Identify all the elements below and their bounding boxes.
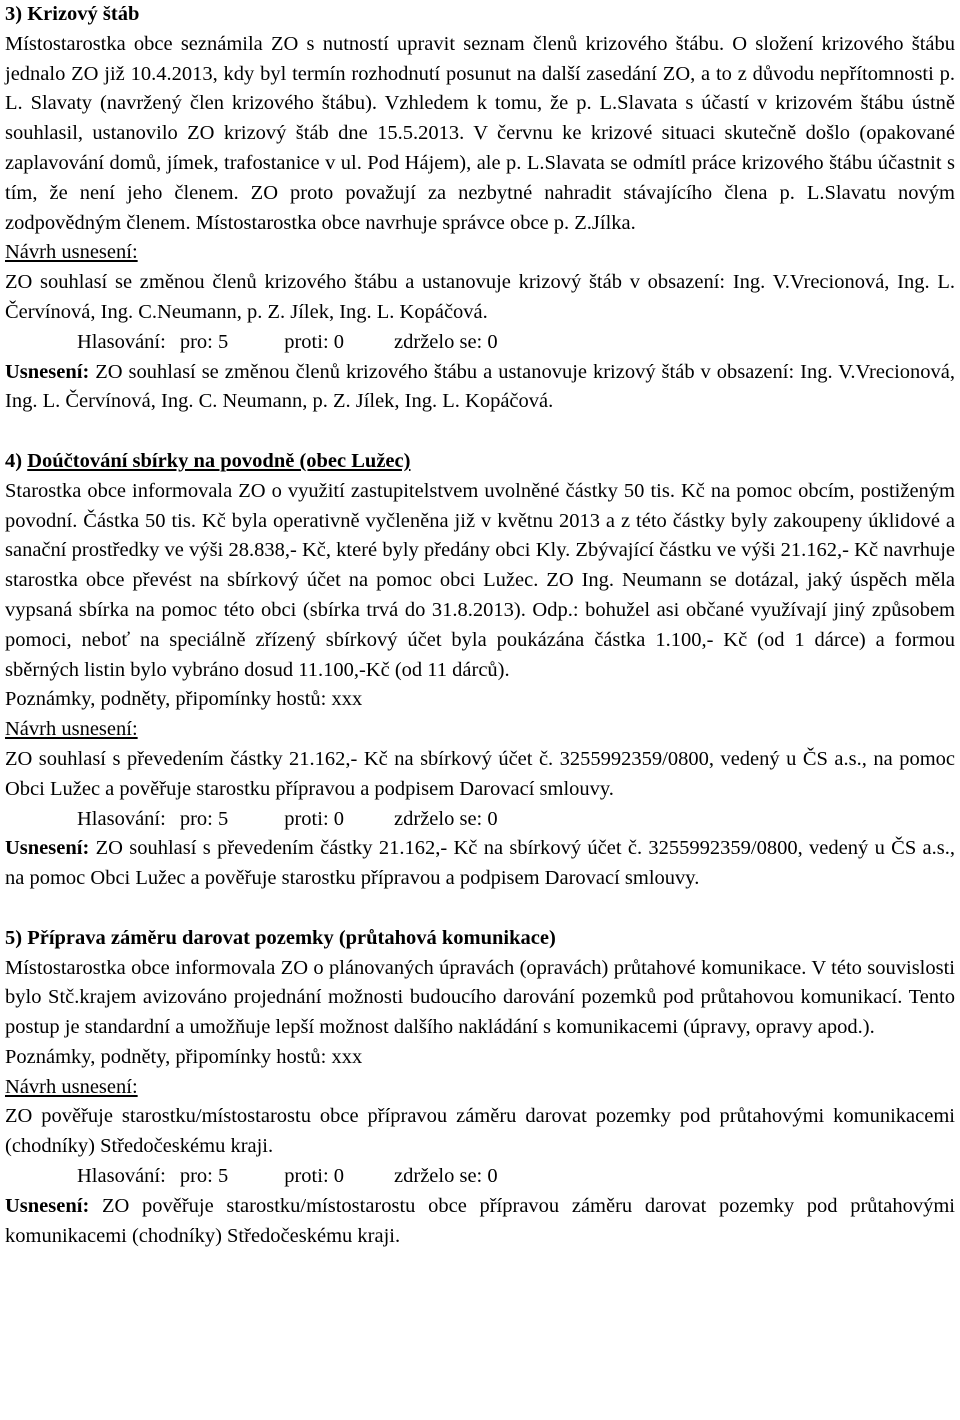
resolution-text: ZO souhlasí se změnou členů krizového štábu a ustanovuje krizový štáb v obsazení: Ing. V.Vrecionová, Ing. L. Červínová, Ing. C. Neumann, p. Z. Jílek, Ing. L. Kopáčová. (5, 360, 955, 413)
heading-text: Doúčtování sbírky na povodně (obec Lužec) (27, 449, 411, 472)
vote-zdrzelo: zdrželo se: 0 (394, 807, 498, 830)
proposal-label: Návrh usnesení: (5, 241, 138, 264)
resolution-label: Usnesení: (5, 1194, 90, 1217)
section-heading: 5) Příprava záměru darovat pozemky (průtahová komunikace) (5, 926, 556, 949)
section-darovani-pozemku (5, 924, 955, 1252)
resolution (5, 358, 955, 418)
resolution (5, 834, 955, 894)
section-body: Místostarostka obce informovala ZO o plánovaných úpravách (opravách) průtahové komunikace. V této souvislosti bylo Stč.krajem avizováno projednání možnosti budoucího darování pozemků pod průtahovou komunikací. Tento postup je standardní a umožňuje lepší možnost dalšího nakládání s komunikacemi (úpravy, opravy apod.). (5, 956, 955, 1039)
proposal-text: ZO souhlasí s převedením částky 21.162,- Kč na sbírkový účet č. 3255992359/0800, vedený u ČS a.s., na pomoc Obci Lužec a pověřuje starostku přípravou a podpisem Darovací smlouvy. (5, 747, 955, 800)
resolution-label: Usnesení: (5, 837, 90, 860)
vote-label: Hlasování: (77, 807, 166, 830)
vote-label: Hlasování: (77, 1165, 166, 1188)
guest-notes: Poznámky, podněty, připomínky hostů: xxx (5, 1045, 363, 1068)
section-heading (5, 447, 955, 477)
proposal-text: ZO souhlasí se změnou členů krizového štábu a ustanovuje krizový štáb v obsazení: Ing. V.Vrecionová, Ing. L. Červínová, Ing. C.Neumann, p. Z. Jílek, Ing. L. Kopáčová. (5, 271, 955, 323)
section-body: Místostarostka obce seznámila ZO s nutností upravit seznam členů krizového štábu. O složení krizového štábu jednalo ZO již 10.4.2013, kdy byl termín rozhodnutí posunut na další zasedání ZO, a to z důvodu nepřítomnosti p. L. Slavaty (navržený člen krizového štábu). Vzhledem k tomu, že p. L.Slavata s účastí v krizovém štábu ústně souhlasil, ustanovilo ZO krizový štáb dne 15.5.2013. V červnu ke krizové situaci skutečně došlo (opakované zaplavování domů, jímek, trafostanice v ul. Pod Hájem), ale p. L.Slavata se odmítl práce krizového štábu účastnit s tím, že není jeho členem. ZO proto považují za nezbytné nahradit stávajícího člena p. L.Slavatu novým zodpovědným členem. Místostarostka obce navrhuje správce obce p. Z.Jílka. (5, 32, 955, 234)
section-krizovy-stab (5, 0, 955, 417)
heading-number: 4) (5, 449, 28, 472)
vote-proti: proti: 0 (284, 807, 345, 830)
resolution-text: ZO souhlasí s převedením částky 21.162,- Kč na sbírkový účet č. 3255992359/0800, vedený u ČS a.s., na pomoc Obci Lužec a pověřuje starostku přípravou a podpisem Darovací smlouvy. (5, 837, 955, 890)
vote-pro: pro: 5 (179, 330, 229, 353)
proposal-text: ZO pověřuje starostku/místostarostu obce přípravou záměru darovat pozemky pod průtahovými komunikacemi (chodníky) Středočeskému kraji. (5, 1105, 955, 1158)
section-douctovani-sbirky (5, 447, 955, 894)
vote-pro: pro: 5 (179, 1165, 229, 1188)
proposal-label: Návrh usnesení: (5, 1075, 138, 1098)
section-heading: 3) Krizový štáb (5, 3, 140, 25)
vote-label: Hlasování: (77, 330, 166, 353)
proposal-label: Návrh usnesení: (5, 718, 138, 741)
resolution-text: ZO pověřuje starostku/místostarostu obce přípravou záměru darovat pozemky pod průtahovými komunikacemi (chodníky) Středočeskému kraji. (5, 1194, 955, 1247)
vote-row (5, 1162, 955, 1192)
section-body: Starostka obce informovala ZO o využití zastupitelstvem uvolněné částky 50 tis. Kč na pomoc obcím, postiženým povodní. Částka 50 tis. Kč byla operativně vyčleněna již v květnu 2013 a z této částky byly zakoupeny úklidové a sanační prostředky ve výši 28.838,- Kč, které byly předány obci Kly. Zbývající částku ve výši 21.162,- Kč navrhuje starostka obce převést na sbírkový účet na pomoc obci Lužec. ZO Ing. Neumann se dotázal, jaký úspěch měla vypsaná sbírka na pomoc této obci (sbírka trvá do 31.8.2013). Odp.: bohužel asi občané využívají jiný způsobem pomoci, neboť na speciálně zřízený sbírkový účet byla poukázána částka 1.100,- Kč (od 1 dárce) a formou sběrných listin bylo vybráno dosud 11.100,-Kč (od 11 dárců). (5, 479, 955, 681)
vote-proti: proti: 0 (284, 330, 345, 353)
vote-pro: pro: 5 (179, 807, 229, 830)
resolution (5, 1192, 955, 1252)
vote-row (5, 805, 955, 835)
vote-zdrzelo: zdrželo se: 0 (394, 330, 498, 353)
vote-proti: proti: 0 (284, 1165, 345, 1188)
vote-zdrzelo: zdrželo se: 0 (394, 1165, 498, 1188)
resolution-label: Usnesení: (5, 360, 90, 383)
vote-row (5, 328, 955, 358)
guest-notes: Poznámky, podněty, připomínky hostů: xxx (5, 688, 363, 711)
